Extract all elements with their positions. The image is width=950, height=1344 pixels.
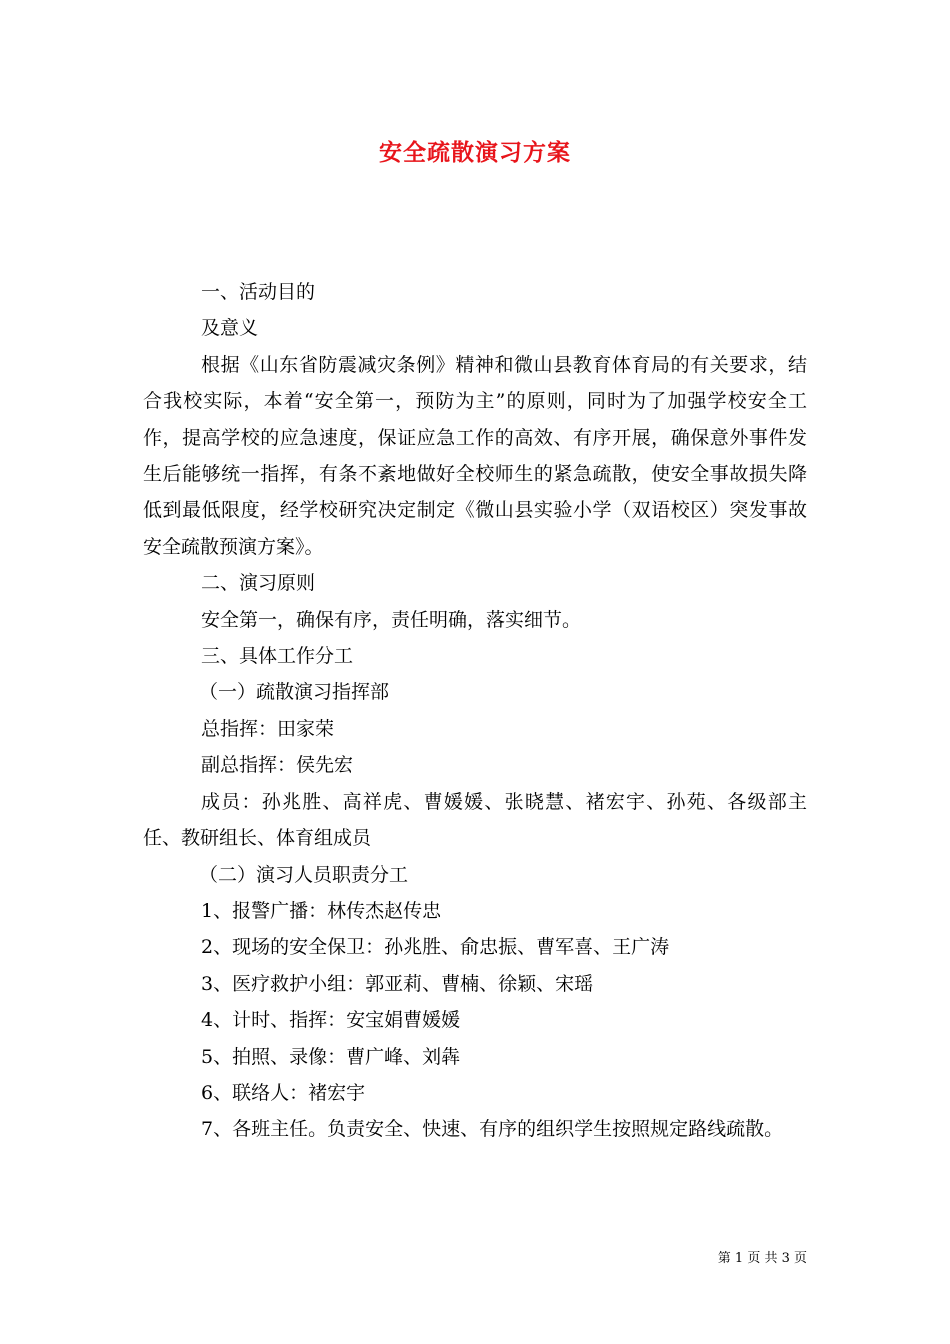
list-item-commander: 总指挥：田家荣 [201,717,335,740]
list-item-duty-2: 2、现场的安全保卫：孙兆胜、俞忠振、曹军喜、王广涛 [201,936,670,959]
section-heading-principle: 二、演习原则 [201,572,316,595]
subsection-heading-duties: （二）演习人员职责分工 [199,863,409,886]
section-heading-purpose: 一、活动目的 [201,281,316,303]
paragraph-principle: 安全第一，确保有序，责任明确，落实细节。 [201,608,582,631]
section-heading-division: 三、具体工作分工 [201,645,354,668]
list-item-duty-7: 7、各班主任。负责安全、快速、有序的组织学生按照规定路线疏散。 [201,1118,784,1141]
list-item-duty-3: 3、医疗救护小组：郭亚莉、曹楠、徐颖、宋瑶 [201,972,594,995]
list-item-duty-1: 1、报警广播：林传杰赵传忠 [201,899,442,922]
list-item-duty-6: 6、联络人：褚宏宇 [201,1081,366,1104]
section-heading-meaning: 及意义 [201,317,259,340]
list-item-duty-4: 4、计时、指挥：安宝娟曹媛媛 [201,1009,461,1032]
document-title: 安全疏散演习方案 [379,139,571,166]
page-number: 第 1 页 共 3 页 [717,1251,807,1266]
document-body [143,274,807,1148]
paragraph-background: 根据《山东省防震减灾条例》精神和微山县教育体育局的有关要求，结合我校实际，本着“安全第一，预防为主”的原则，同时为了加强学校安全工作，提高学校的应急速度，保证应急工作的高效、有序开展，确保意外事件发生后能够统一指挥，有条不紊地做好全校师生的紧急疏散，使安全事故损失降低到最低限度，经学校研究决定制定《微山县实验小学（双语校区）突发事故安全疏散预演方案》。 [143,353,807,558]
list-item-deputy-commander: 副总指挥：侯先宏 [201,754,354,777]
subsection-heading-command: （一）疏散演习指挥部 [199,681,390,704]
list-item-duty-5: 5、拍照、录像：曹广峰、刘犇 [201,1045,461,1068]
list-item-members: 成员：孙兆胜、高祥虎、曹媛媛、张晓慧、褚宏宇、孙苑、各级部主任、教研组长、体育组成员 [143,790,807,850]
